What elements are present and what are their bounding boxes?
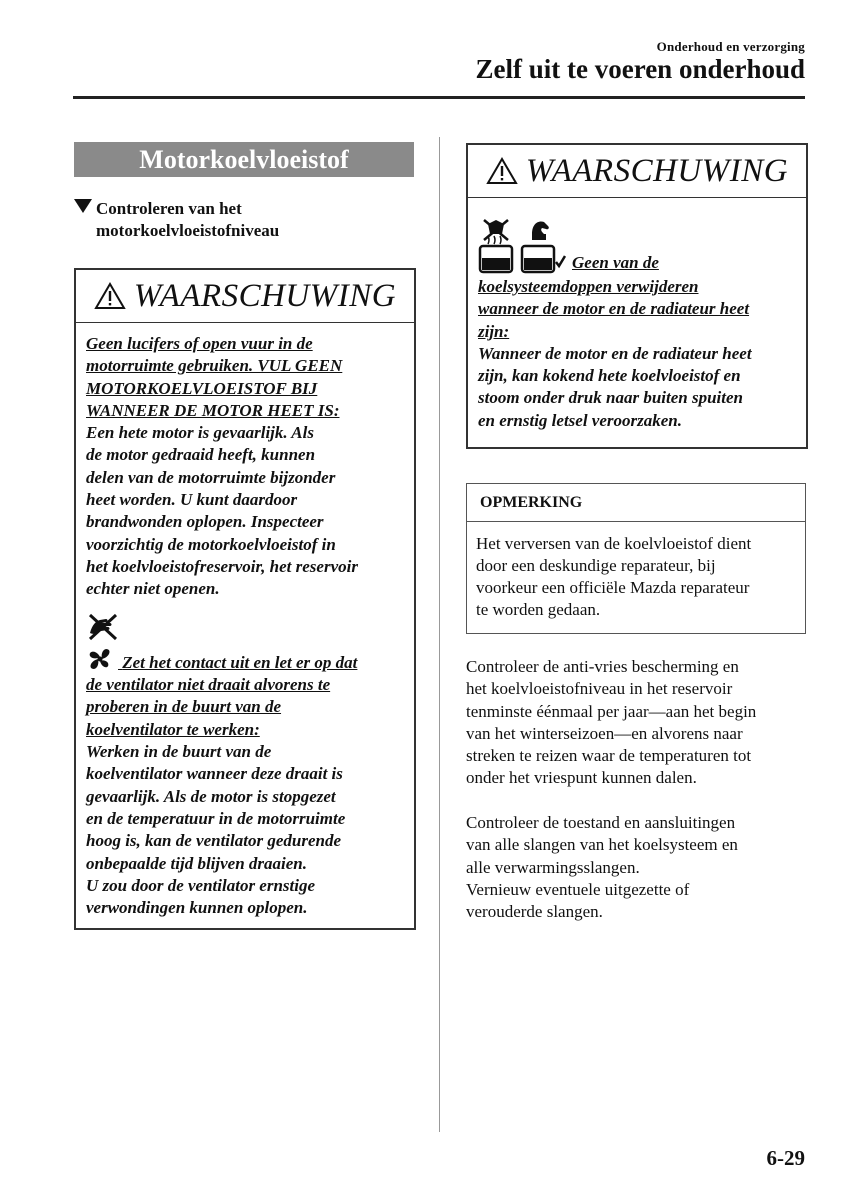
text-line: onbepaalde tijd blijven draaien. <box>86 853 307 873</box>
text-line: voorkeur een officiële Mazda reparateur <box>476 578 750 597</box>
text-line: stoom onder druk naar buiten spuiten <box>478 388 743 408</box>
header-rule <box>73 96 805 99</box>
text-line: door een deskundige reparateur, bij <box>476 556 716 575</box>
subheading-line1: Controleren van het <box>96 199 242 218</box>
paragraph-antifreeze <box>466 656 811 790</box>
warning-triangle-icon <box>486 157 518 185</box>
warning-box-right <box>466 143 808 449</box>
note-box <box>466 483 806 634</box>
text-line: voorzichtig de motorkoelvloeistof in <box>86 534 336 554</box>
text-line: de ventilator niet draait alvorens te <box>86 675 331 695</box>
text-line: Werken in de buurt van de <box>86 742 272 762</box>
text-line: Een hete motor is gevaarlijk. Als <box>86 423 314 443</box>
text-line: verouderde slangen. <box>466 902 603 922</box>
note-title: OPMERKING <box>467 484 805 522</box>
paragraph-hoses <box>466 812 811 923</box>
text-line: koelventilator te werken: <box>86 719 260 739</box>
text-line: MOTORKOELVLOEISTOF BIJ <box>86 378 318 398</box>
warning-body <box>468 198 806 440</box>
no-hand-icon <box>86 611 404 647</box>
subheading-line2: motorkoelvloeistofniveau <box>96 221 280 240</box>
cold-reservoir-check-icon <box>520 218 566 274</box>
warning-title: WAARSCHUWING <box>525 152 789 189</box>
text-line <box>478 218 796 274</box>
text-line: van het winterseizoen—en alvorens naar <box>466 723 743 743</box>
text-span: Geen van de <box>572 252 659 272</box>
text-line: U zou door de ventilator ernstige <box>86 875 316 895</box>
text-line: streken te reizen waar de temperaturen tot <box>466 746 752 766</box>
page-number: 6-29 <box>766 1146 805 1170</box>
text-line: verwondingen kunnen oplopen. <box>86 898 308 918</box>
page-title: Zelf uit te voeren onderhoud <box>475 54 805 84</box>
text-line: echter niet openen. <box>86 579 220 599</box>
text-line <box>86 647 404 674</box>
text-line: hoog is, kan de ventilator gedurende <box>86 831 342 851</box>
text-line: heet worden. U kunt daardoor <box>86 490 298 510</box>
warning-title: WAARSCHUWING <box>133 277 397 314</box>
text-line: gevaarlijk. Als de motor is stopgezet <box>86 786 336 806</box>
text-line: Controleer de toestand en aansluitingen <box>466 813 736 832</box>
text-line: Geen lucifers of open vuur in de <box>86 334 313 353</box>
text-line: koelventilator wanneer deze draait is <box>86 764 343 784</box>
warning-body-text <box>478 343 796 432</box>
warning-para2-lead <box>86 647 404 741</box>
warning-para1-body <box>86 422 404 600</box>
warning-body <box>76 323 414 927</box>
subheading <box>74 198 394 242</box>
warning-para1-lead <box>86 333 404 422</box>
text-line: het koelvloeistofreservoir, het reservoir <box>86 556 358 576</box>
text-line: Het verversen van de koelvloeistof dient <box>476 534 752 553</box>
text-line: Controleer de anti-vries bescherming en <box>466 657 739 676</box>
header-chapter: Onderhoud en verzorging <box>656 39 805 54</box>
section-title: Motorkoelvloeistof <box>74 142 414 177</box>
warning-header <box>468 145 806 198</box>
text-line: motorruimte gebruiken. VUL GEEN <box>86 356 343 376</box>
hot-reservoir-icon <box>478 218 514 274</box>
text-line: Wanneer de motor en de radiateur heet <box>478 343 752 363</box>
text-line: wanneer de motor en de radiateur heet <box>478 299 750 319</box>
text-line: de motor gedraaid heeft, kunnen <box>86 445 316 465</box>
text-line: en ernstig letsel veroorzaken. <box>478 410 682 430</box>
triangle-bullet-icon <box>74 199 92 213</box>
text-line: brandwonden oplopen. Inspecteer <box>86 512 324 532</box>
text-line: alle verwarmingsslangen. <box>466 857 640 877</box>
text-line: zijn: <box>478 321 510 341</box>
text-line: delen van de motorruimte bijzonder <box>86 467 336 487</box>
text-line: tenminste éénmaal per jaar—aan het begin <box>466 701 757 721</box>
text-line: Vernieuw eventuele uitgezette of <box>466 879 690 899</box>
fan-icon <box>86 647 118 671</box>
warning-box-left <box>74 268 416 930</box>
text-line: te worden gedaan. <box>476 600 601 619</box>
text-line: proberen in de buurt van de <box>86 697 282 717</box>
warning-lead <box>478 218 796 343</box>
text-line: zijn, kan kokend hete koelvloeistof en <box>478 366 741 386</box>
text-line: van alle slangen van het koelsysteem en <box>466 835 738 855</box>
text-line: WANNEER DE MOTOR HEET IS: <box>86 400 340 420</box>
warning-triangle-icon <box>94 282 126 310</box>
text-span: Zet het contact uit en let er op dat <box>122 652 358 672</box>
note-body <box>467 522 805 621</box>
text-line: en de temperatuur in de motorruimte <box>86 808 346 828</box>
column-divider <box>439 137 440 1132</box>
warning-header <box>76 270 414 323</box>
text-line: koelsysteemdoppen verwijderen <box>478 277 699 296</box>
text-line: onder het vriespunt kunnen dalen. <box>466 768 697 788</box>
warning-para2-body <box>86 741 404 919</box>
text-line: het koelvloeistofniveau in het reservoir <box>466 679 733 699</box>
